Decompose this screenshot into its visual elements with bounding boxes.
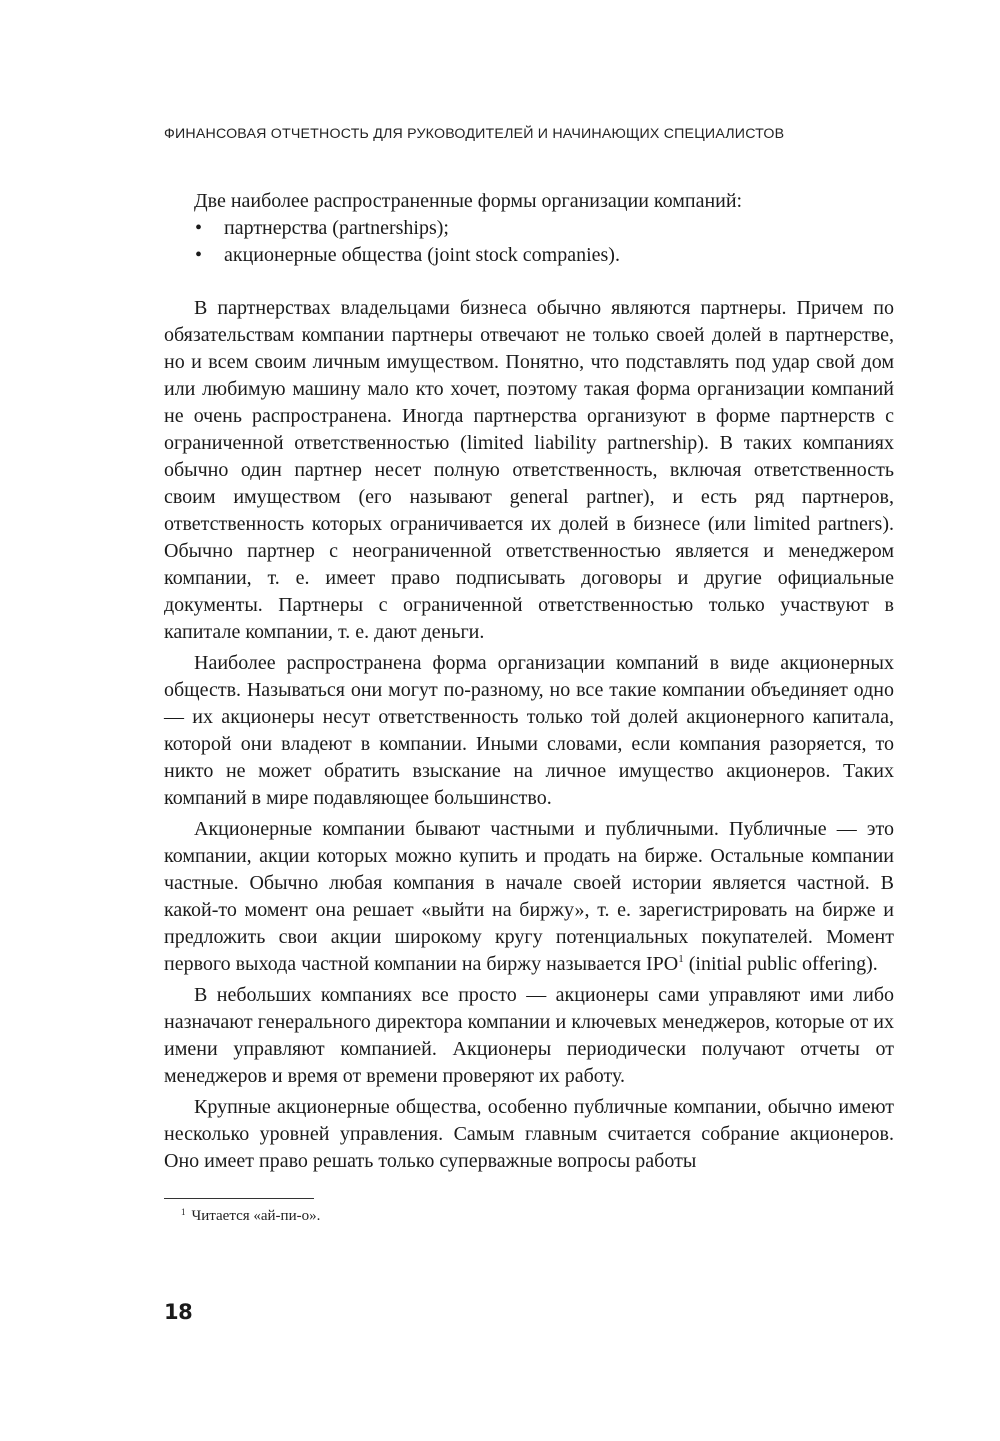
list-item-text: акционерные общества (joint stock companies). bbox=[224, 244, 620, 266]
page-number: 18 bbox=[164, 1300, 193, 1324]
bullet-marker: • bbox=[195, 244, 203, 266]
bullet-list bbox=[164, 215, 894, 269]
paragraph-text: Акционерные компании бывают частными и публичными. Публичные — это компании, акции которых можно купить и продать на бирже. Остальные компании частные. Обычно любая компания в начале своей истории является частной. В какой-то момент она решает «выйти на биржу», т. е. зарегистрировать на бирже и предложить свои акции широкому кругу потенциальных покупателей. Момент первого выхода частной компании на биржу называется bbox=[164, 818, 894, 975]
paragraph-partnerships: В партнерствах владельцами бизнеса обычно являются партнеры. Причем по обязательствам компании партнеры отвечают не только своей долей в партнерстве, но и всем своим личным имуществом. Понятно, что подставлять под удар свой дом или любимую машину мало кто хочет, поэтому такая форма организации компаний не очень распространена. Иногда партнерства организуют в форме партнерств с ограниченной ответственностью (limited liability partnership). В таких компаниях обычно один партнер несет полную ответственность, включая ответственность своим имуществом (его называют general partner), и есть ряд партнеров, ответственность которых ограничивается их долей в бизнесе (или limited partners). Обычно партнер с неограниченной ответственностью является и менеджером компании, т. е. имеет право подписывать договоры и другие официальные документы. Партнеры с ограниченной ответственностью только участвуют в капитале компании, т. е. дают деньги. bbox=[164, 297, 894, 643]
footnote-text: Читается «ай-пи-о». bbox=[191, 1208, 321, 1224]
footnote bbox=[181, 1207, 320, 1225]
paragraph-private-public bbox=[164, 816, 894, 978]
body-text bbox=[164, 188, 894, 1175]
list-item bbox=[164, 215, 894, 242]
list-item bbox=[164, 242, 894, 269]
footnote-divider bbox=[164, 1198, 314, 1199]
ipo-expansion: (initial public offering). bbox=[683, 953, 878, 975]
list-item-text: партнерства (partnerships); bbox=[224, 217, 449, 239]
running-head: ФИНАНСОВАЯ ОТЧЕТНОСТЬ ДЛЯ РУКОВОДИТЕЛЕЙ И НАЧИНАЮЩИХ СПЕЦИАЛИСТОВ bbox=[164, 126, 785, 142]
ipo-term: IPO bbox=[646, 953, 679, 975]
paragraph-small-companies: В небольших компаниях все просто — акционеры сами управляют ими либо назначают генерального директора компании и ключевых менеджеров, которые от их имени управляют компанией. Акционеры периодически получают отчеты от менеджеров и время от времени проверяют их работу. bbox=[164, 984, 894, 1087]
bullet-marker: • bbox=[195, 217, 203, 239]
paragraph-joint-stock: Наиболее распространена форма организации компаний в виде акционерных обществ. Называться они могут по-разному, но все такие компании объединяет одно — их акционеры несут ответственность только той долей акционерного капитала, которой они владеют в компании. Иными словами, если компания разоряется, то никто не может обратить взыскание на личное имущество акционеров. Таких компаний в мире подавляющее большинство. bbox=[164, 652, 894, 809]
footnote-number: 1 bbox=[181, 1207, 186, 1217]
intro-paragraph: Две наиболее распространенные формы организации компаний: bbox=[194, 190, 743, 212]
paragraph-large-companies: Крупные акционерные общества, особенно публичные компании, обычно имеют несколько уровней управления. Самым главным считается собрание акционеров. Оно имеет право решать только суперважные вопросы работы bbox=[164, 1096, 894, 1172]
footnote-ref[interactable]: 1 bbox=[678, 953, 684, 965]
